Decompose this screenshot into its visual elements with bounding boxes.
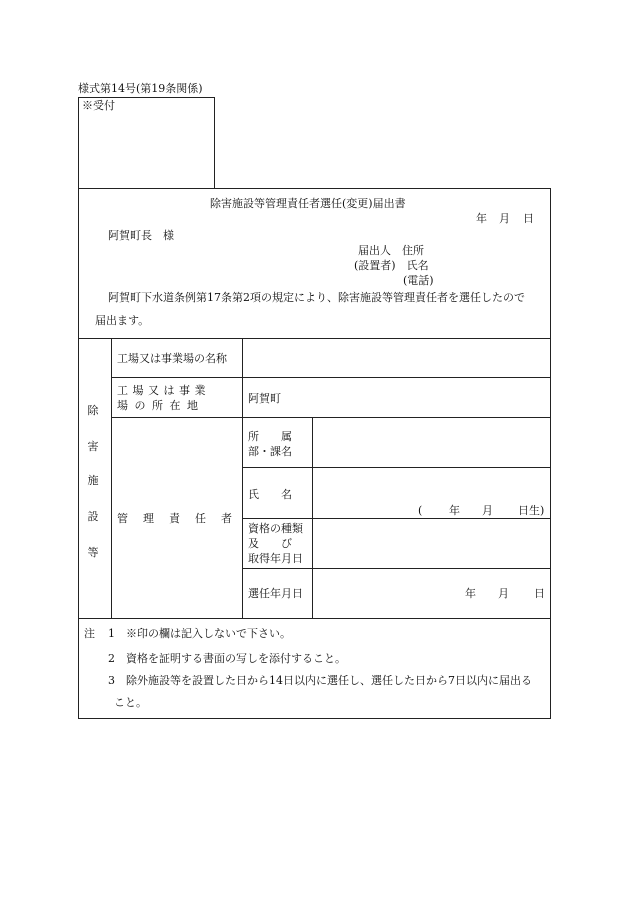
manager-label: 管 理 責 任 者 [117, 512, 234, 525]
table-top-border [78, 338, 551, 339]
note-3-text: 除外施設等を設置した日から14日以内に選任し、選任した日から7日以内に届出る [126, 674, 532, 687]
note-3-num: 3 [108, 674, 115, 687]
appoint-label: 選任年月日 [248, 587, 303, 600]
name-bottom [242, 518, 551, 519]
applicant-phone-label: (電話) [403, 274, 434, 287]
date-month: 月 [499, 212, 510, 225]
section-label-char: 等 [87, 546, 99, 559]
section-label-divider [111, 338, 112, 619]
applicant-name-label: (設置者) 氏名 [354, 259, 429, 272]
receipt-box-top [78, 97, 215, 98]
receipt-label: ※受付 [82, 99, 115, 112]
factory-name-label: 工場又は事業場の名称 [117, 352, 227, 365]
receipt-box-right [214, 97, 215, 188]
affiliation-label-line1: 所 属 [248, 430, 292, 443]
form-title: 除害施設等管理責任者選任(変更)届出書 [210, 197, 406, 210]
form-left-border [78, 97, 79, 719]
factory-loc-value: 阿賀町 [248, 392, 281, 405]
note-1-text: ※印の欄は記入しないで下さい。 [126, 627, 291, 640]
section-label-char: 施 [87, 474, 99, 487]
applicant-address-label: 届出人 住所 [358, 244, 424, 257]
body-text-line2: 届出ます。 [95, 314, 150, 327]
factory-loc-label-line1: 工 場 又 は 事 業 [117, 384, 206, 397]
note-2-text: 資格を証明する書面の写しを添付すること。 [126, 652, 346, 665]
section-label-char: 害 [87, 440, 99, 453]
row1-bottom [111, 377, 551, 378]
appoint-month: 月 [498, 587, 509, 600]
section-label-char: 設 [87, 510, 99, 523]
appoint-day: 日 [534, 587, 545, 600]
section-label-char: 除 [87, 404, 99, 417]
date-year: 年 [476, 212, 487, 225]
label-value-divider [242, 338, 243, 619]
form-bottom-border [78, 718, 551, 719]
notes-heading: 注 [84, 627, 95, 640]
body-text-line1: 阿賀町下水道条例第17条第2項の規定により、除害施設等管理責任者を選任したので [108, 291, 525, 304]
date-day: 日 [523, 212, 534, 225]
qual-bottom [242, 568, 551, 569]
factory-loc-label-line2: 場 の 所 在 地 [117, 399, 200, 412]
name-label: 氏 名 [248, 488, 292, 501]
addressee: 阿賀町長 様 [108, 229, 174, 242]
birth-year: 年 [449, 504, 460, 517]
form-right-border [550, 188, 551, 719]
birth-day: 日生) [518, 504, 545, 517]
form-top-border [78, 188, 551, 189]
appoint-year: 年 [465, 587, 476, 600]
qual-label-line1: 資格の種類 [248, 522, 303, 535]
note-2-num: 2 [108, 652, 115, 665]
note-3-continued: こと。 [114, 696, 147, 709]
row2-bottom [111, 417, 551, 418]
notes-top-border [78, 618, 551, 619]
qual-label-line3: 取得年月日 [248, 552, 303, 565]
note-1-num: 1 [108, 627, 115, 640]
qual-label-line2: 及 び [248, 537, 292, 550]
birth-month: 月 [482, 504, 493, 517]
affiliation-label-line2: 部・課名 [248, 445, 292, 458]
form-number: 様式第14号(第19条関係) [78, 82, 203, 95]
birth-paren-open: ( [418, 504, 423, 517]
affiliation-bottom [242, 467, 551, 468]
